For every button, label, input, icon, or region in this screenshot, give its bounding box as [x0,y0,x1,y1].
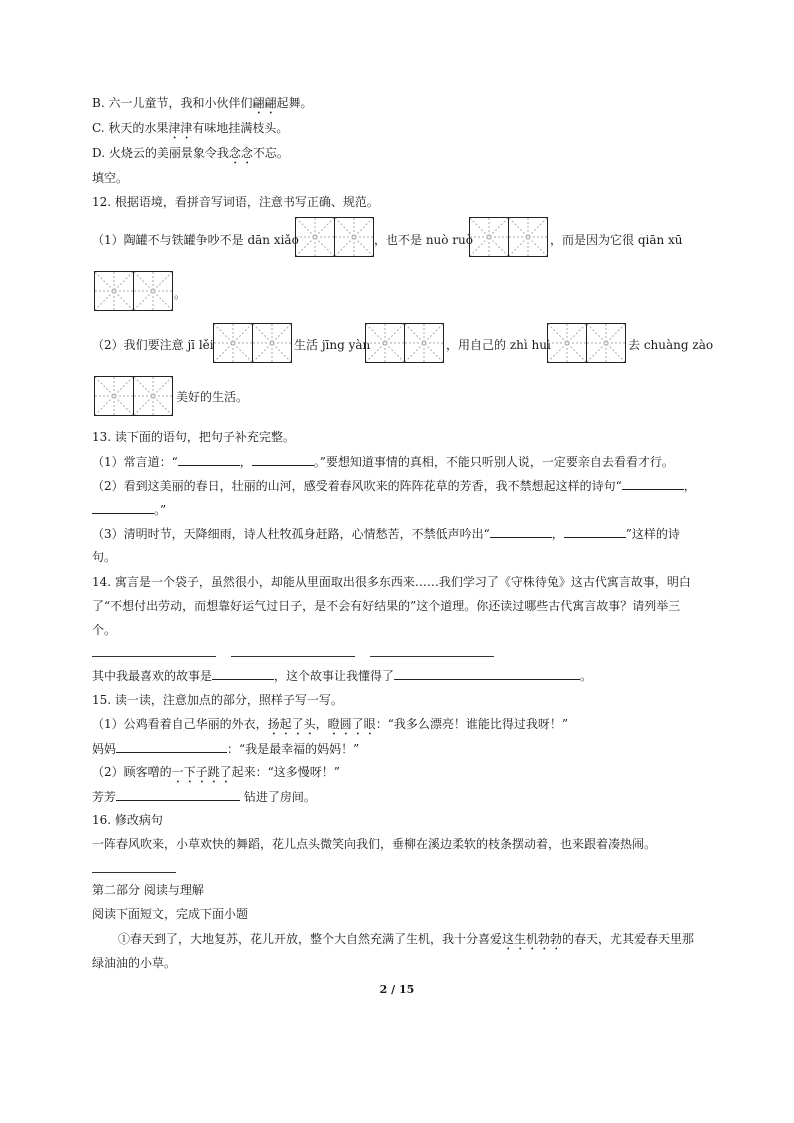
grid-cell[interactable] [133,272,171,310]
q15-s1-b: ：“我多么漂亮！谁能比得过我呀！” [375,717,568,731]
page-number: 2 / 15 [379,983,415,996]
writing-grid[interactable] [295,217,374,257]
q13-line3 [92,525,680,542]
q12-s1-a: （1）陶罐不与铁罐争吵不是 dān xiǎo [92,233,299,247]
q12-s2-d: 去 chuàng zào [628,338,714,352]
q15-title: 15. 读一读，注意加点的部分，照样子写一写。 [92,693,343,707]
answer-blank[interactable] [622,477,684,490]
q13-l3-end: 句。 [92,550,117,564]
passage-p1-dot: 这生机勃勃 [502,932,563,946]
answer-blank[interactable] [394,667,580,680]
writing-grid[interactable] [469,217,548,257]
grid-cell[interactable] [586,324,624,362]
option-d: D. 火烧云的美丽景象令我念念不忘。 [92,146,289,160]
passage-p1-b: 的春天，尤其爱春天里那 [562,932,695,946]
option-b: B. 六一儿童节，我和小伙伴们翩翩起舞。 [92,96,313,110]
grid-cell[interactable] [296,218,334,256]
option-d-dotted: 念念 [228,146,253,160]
q13-l3-a: （3）清明时节，天降细雨，诗人杜牧孤身赶路，心情愁苦，不禁低声吟出“ [92,527,490,541]
answer-blank[interactable] [116,740,227,753]
q15-s1-fill-a: 妈妈 [92,742,117,756]
q15-s2-b: 起来：“这多慢呀！” [231,765,340,779]
q15-s1-dot1: 扬起了头 [267,717,316,731]
writing-grid[interactable] [213,323,292,363]
q12-s2-a: （2）我们要注意 jī lěi [92,338,214,352]
answer-blank[interactable] [252,453,314,466]
q14-favorite [92,667,592,684]
q13-l3-b: ”这样的诗 [625,527,680,541]
grid-cell[interactable] [133,377,171,415]
q14-fav-end: 。 [580,669,593,683]
q15-s2-fill [92,788,316,805]
q12-s1-c: ，而是因为它很 qiān xū [550,233,683,247]
passage-p1-a: ①春天到了，大地复苏，花儿开放，整个大自然充满了生机，我十分喜爱 [118,932,503,946]
q15-s2-dot: 一下子跳了 [171,765,232,779]
q14-fav-a: 其中我最喜欢的故事是 [92,669,213,683]
q13-l2-a: （2）看到这美丽的春日，壮丽的山河，感受着春风吹来的阵阵花草的芳香，我不禁想起这样的诗句“ [92,479,622,493]
q15-s2-fill-a: 芳芳 [92,790,117,804]
q14-fav-b: ，这个故事让我懂得了 [274,669,395,683]
grid-cell[interactable] [366,324,404,362]
q16-sentence: 一阵春风吹来，小草欢快的舞蹈，花儿点头微笑向我们，垂柳在溪边柔软的枝条摆动着，也来跟着凑热闹。 [92,837,657,851]
q16-title: 16. 修改病句 [92,813,163,827]
part2-title: 第二部分 阅读与理解 [92,883,204,897]
q15-s1-dot2: 瞪圆了眼 [327,717,376,731]
q13-line2 [92,477,696,494]
answer-line[interactable] [370,656,494,657]
writing-grid[interactable] [365,323,444,363]
q15-s1-fill [92,740,359,757]
q15-s1 [92,716,568,738]
passage-p1-end: 绿油油的小草。 [92,956,177,970]
q15-s1-fill-b: ：“我是最幸福的妈妈！” [227,742,360,756]
q15-s2-a: （2）顾客噌的 [92,765,172,779]
grid-cell[interactable] [334,218,372,256]
q15-s1-a: （1）公鸡看着自己华丽的外衣， [92,717,268,731]
q13-line1 [92,453,674,470]
answer-blank[interactable] [564,525,626,538]
grid-cell[interactable] [508,218,546,256]
writing-grid[interactable] [94,271,173,311]
q12-s2-end: 美好的生活。 [176,390,249,404]
answer-blank[interactable] [92,501,154,514]
q14-line3: 个。 [92,623,117,637]
q12-s1-end: 。 [174,287,187,301]
option-b-dotted: 翩翩 [252,96,277,110]
q13-l1-b: 。”要想知道事情的真相，不能只听别人说，一定要亲自去看看才行。 [313,455,674,469]
q12-s2-b: 生活 jīng yàn [294,338,371,352]
answer-line[interactable] [231,656,355,657]
answer-blank[interactable] [178,453,240,466]
grid-cell[interactable] [95,377,133,415]
q15-s2 [92,764,340,786]
grid-cell[interactable] [252,324,290,362]
grid-cell[interactable] [95,272,133,310]
answer-blank[interactable] [116,788,240,801]
grid-cell[interactable] [214,324,252,362]
q13-l1-sep: ， [239,455,252,469]
q12-s1-b: ，也不是 nuò ruò [374,233,474,247]
q13-l2-sep: ， [683,479,696,493]
answer-line[interactable] [92,872,176,873]
grid-cell[interactable] [548,324,586,362]
q14-line2: 了“不想付出劳动，而想靠好运气过日子，是不会有好结果的”这个道理。你还读过哪些古代寓言故事？请列举三 [92,599,681,613]
q13-l2-end: 。” [154,503,167,517]
q13-l1-a: （1）常言道：“ [92,455,178,469]
answer-blank[interactable] [490,525,552,538]
answer-line[interactable] [92,656,216,657]
option-c: C. 秋天的水果津津有味地挂满枝头。 [92,121,289,135]
q15-s1-mid: ， [315,717,328,731]
passage-p1 [118,931,694,953]
writing-grid[interactable] [94,376,173,416]
q13-l3-sep: ， [551,527,564,541]
option-c-dotted: 津津 [168,121,193,135]
grid-cell[interactable] [470,218,508,256]
q12-s2-c: ，用自己的 zhì huì [446,338,551,352]
part2-instruction: 阅读下面短文，完成下面小题 [92,907,249,921]
q13-title: 13. 读下面的语句，把句子补充完整。 [92,430,295,444]
writing-grid[interactable] [547,323,626,363]
q13-line2-cont [92,501,166,518]
fill-heading: 填空。 [92,171,129,185]
grid-cell[interactable] [404,324,442,362]
answer-blank[interactable] [212,667,274,680]
q14-line1: 14. 寓言是一个袋子，虽然很小，却能从里面取出很多东西来……我们学习了《守株待兔》这古代寓言故事，明白 [92,575,691,589]
q15-s2-fill-b: 钻进了房间。 [240,790,316,804]
q12-title: 12. 根据语境，看拼音写词语，注意书写正确、规范。 [92,195,379,209]
